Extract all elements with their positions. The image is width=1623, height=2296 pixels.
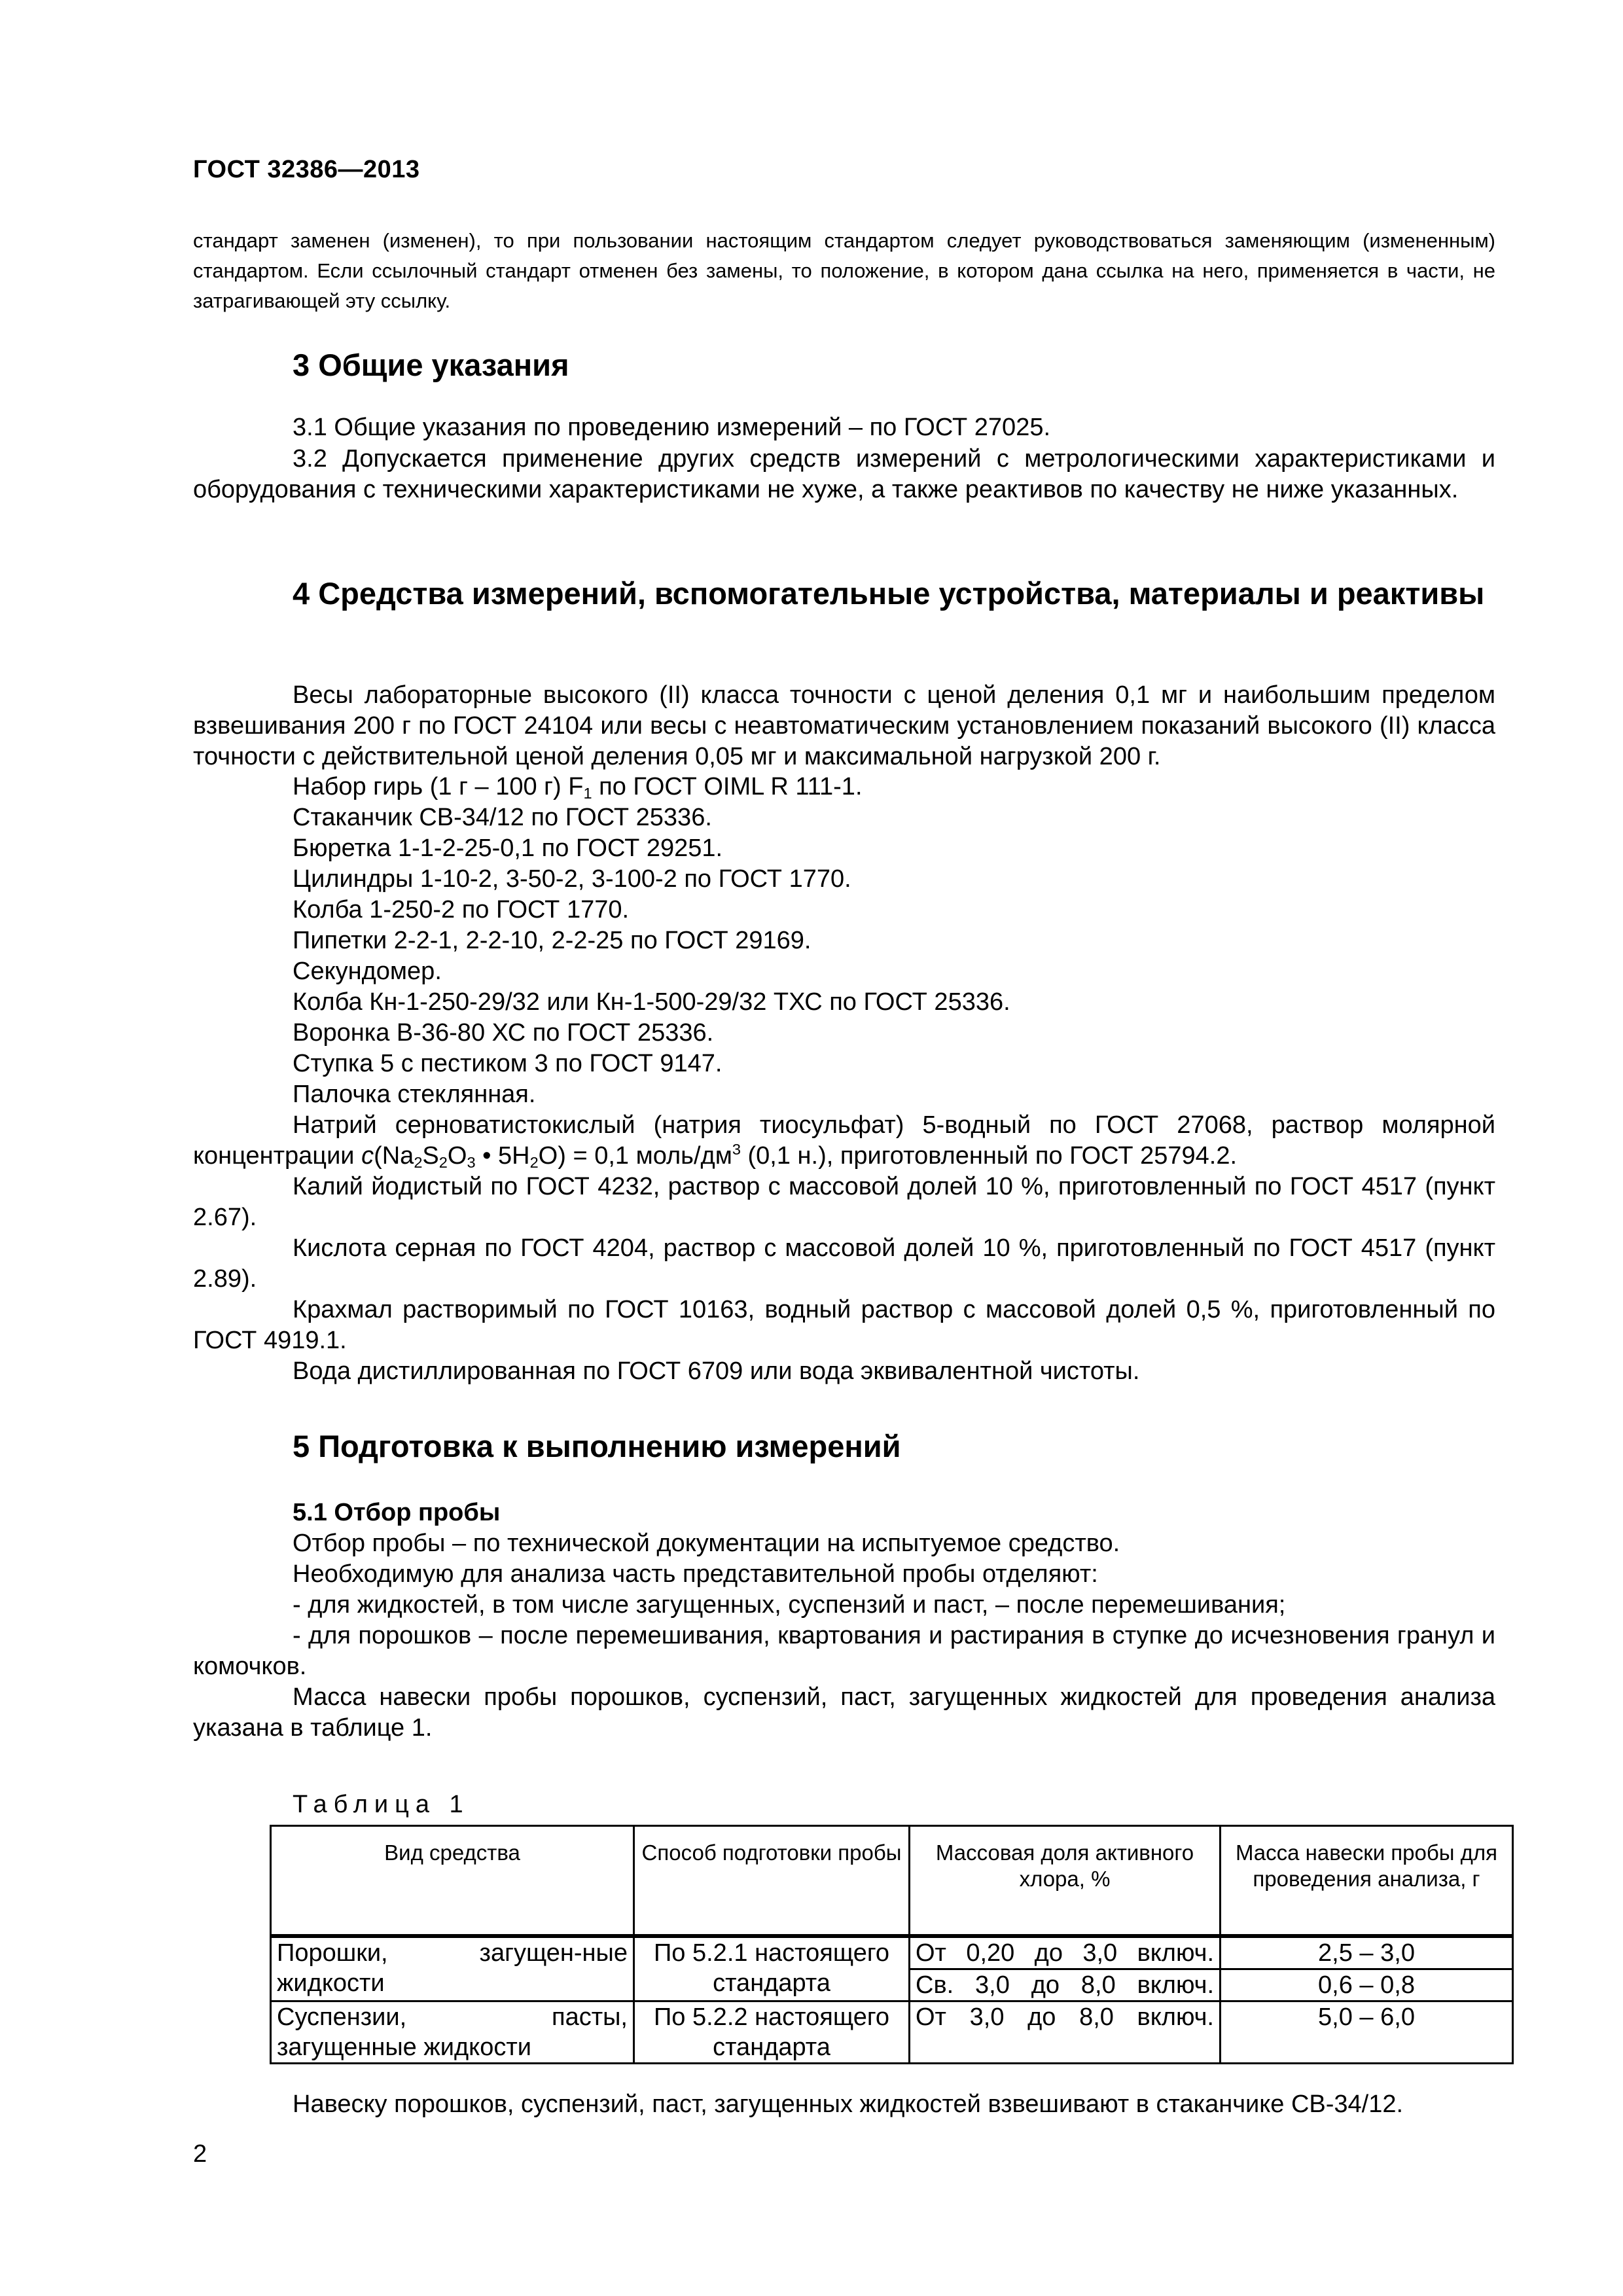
table-cell: Суспензии, пасты, загущенные жидкости: [271, 2001, 634, 2063]
table-cell: 0,6 – 0,8: [1221, 1969, 1513, 2001]
table-cell: 5,0 – 6,0: [1221, 2001, 1513, 2063]
section-5-p1: Отбор пробы – по технической документации на испытуемое средство.: [293, 1530, 1120, 1557]
sulfuric-acid-paragraph: Кислота серная по ГОСТ 4204, раствор с массовой долей 10 %, приготовленный по ГОСТ 4517 (пункт 2.89).: [193, 1234, 1495, 1293]
list-item: Воронка В-36-80 ХС по ГОСТ 25336.: [293, 1019, 714, 1047]
section-4-scales: Весы лабораторные высокого (II) класса точности с ценой деления 0,1 мг и наибольшим пределом взвешивания 200 г по ГОСТ 24104 или весы с неавтоматическим установлением показаний высокого (II) класса точности с действительной ценой деления 0,05 мг и максимальной нагрузкой 200 г.: [193, 681, 1495, 770]
section-5-body: [193, 1498, 1495, 1744]
table-header-cell: Масса навески пробы для проведения анализа, г: [1221, 1826, 1513, 1936]
section-5-title: 5 Подготовка к выполнению измерений: [293, 1429, 901, 1463]
table-caption: Таблица 1: [293, 1791, 470, 1818]
table-cell: От 0,20 до 3,0 включ.: [910, 1936, 1221, 1969]
section-3-title: 3 Общие указания: [293, 348, 569, 382]
section-3-1: 3.1 Общие указания по проведению измерений – по ГОСТ 27025.: [293, 414, 1051, 441]
table-header-cell: Вид средства: [271, 1826, 634, 1936]
list-item: Стаканчик СВ-34/12 по ГОСТ 25336.: [293, 804, 712, 831]
table-header-cell: Способ подготовки пробы: [634, 1826, 910, 1936]
table-cell: Порошки, загущен-ные жидкости: [271, 1936, 634, 2001]
list-item: Пипетки 2-2-1, 2-2-10, 2-2-25 по ГОСТ 29169.: [293, 927, 812, 954]
table-cell: По 5.2.2 настоящего стандарта: [634, 2001, 910, 2063]
page-number: 2: [193, 2140, 207, 2168]
starch-paragraph: Крахмал растворимый по ГОСТ 10163, водный раствор с массовой долей 0,5 %, приготовленный по ГОСТ 4919.1.: [193, 1296, 1495, 1354]
list-item: Набор гирь (1 г – 100 г) $F_1$ по ГОСТ OIML R 111-1.: [293, 773, 863, 802]
table-cell: 2,5 – 3,0: [1221, 1936, 1513, 1969]
list-item: Палочка стеклянная.: [293, 1081, 536, 1108]
table-header-cell: Массовая доля активного хлора, %: [910, 1826, 1221, 1936]
after-table-paragraph: Навеску порошков, суспензий, паст, загущенных жидкостей взвешивают в стаканчике СВ-34/12.: [293, 2090, 1404, 2118]
document-header: ГОСТ 32386—2013: [193, 156, 420, 183]
table-row: [271, 1936, 1513, 1969]
section-5-p5: Масса навески пробы порошков, суспензий, паст, загущенных жидкостей для проведения анализа указана в таблице 1.: [193, 1683, 1495, 1742]
section-5-p4: - для порошков – после перемешивания, квартования и растирания в ступке до исчезновения гранул и комочков.: [193, 1622, 1495, 1680]
list-item: Секундомер.: [293, 958, 442, 985]
list-item: Бюретка 1-1-2-25-0,1 по ГОСТ 29251.: [293, 834, 723, 862]
table-header-row: [271, 1826, 1513, 1936]
intro-paragraph: стандарт заменен (изменен), то при пользовании настоящим стандартом следует руководствоваться заменяющим (измененным) стандартом. Если ссылочный стандарт отменен без замены, то положение, в котором дана ссылка на него, применяется в части, не затрагивающей эту ссылку.: [193, 229, 1495, 312]
list-item: Колба 1-250-2 по ГОСТ 1770.: [293, 896, 630, 924]
list-item: Колба Кн-1-250-29/32 или Кн-1-500-29/32 ТХС по ГОСТ 25336.: [293, 988, 1010, 1016]
section-3-2: 3.2 Допускается применение других средств измерений с метрологическими характеристиками и оборудования с техническими характеристиками не хуже, а также реактивов по качеству не ниже указанных.: [193, 445, 1495, 503]
section-5-p3: - для жидкостей, в том числе загущенных, суспензий и паст, – после перемешивания;: [293, 1591, 1286, 1619]
thiosulfate-paragraph: Натрий серноватистокислый (натрия тиосульфат) 5-водный по ГОСТ 27068, раствор молярной концентрации $c(Na_2S_2O_3$ • $5H_2O) = 0,1$ моль/$дм^3$ (0,1 н.), приготовленный по ГОСТ 25794.2.: [193, 1111, 1495, 1171]
section-5-p2: Необходимую для анализа часть представительной пробы отделяют:: [293, 1560, 1098, 1588]
list-item: Ступка 5 с пестиком 3 по ГОСТ 9147.: [293, 1050, 722, 1077]
section-4-list: [193, 772, 1495, 1387]
potassium-iodide-paragraph: Калий йодистый по ГОСТ 4232, раствор с массовой долей 10 %, приготовленный по ГОСТ 4517 (пункт 2.67).: [193, 1173, 1495, 1231]
water-paragraph: Вода дистиллированная по ГОСТ 6709 или вода эквивалентной чистоты.: [293, 1357, 1140, 1385]
table-1: [270, 1825, 1514, 2064]
list-item: Цилиндры 1-10-2, 3-50-2, 3-100-2 по ГОСТ 1770.: [293, 865, 851, 893]
section-5-1-title: 5.1 Отбор пробы: [293, 1499, 501, 1526]
table-cell: Св. 3,0 до 8,0 включ.: [910, 1969, 1221, 2001]
table-cell: По 5.2.1 настоящего стандарта: [634, 1936, 910, 2001]
section-4-title: 4 Средства измерений, вспомогательные устройства, материалы и реактивы: [293, 576, 1485, 611]
table-row: [271, 2001, 1513, 2063]
table-cell: От 3,0 до 8,0 включ.: [910, 2001, 1221, 2063]
